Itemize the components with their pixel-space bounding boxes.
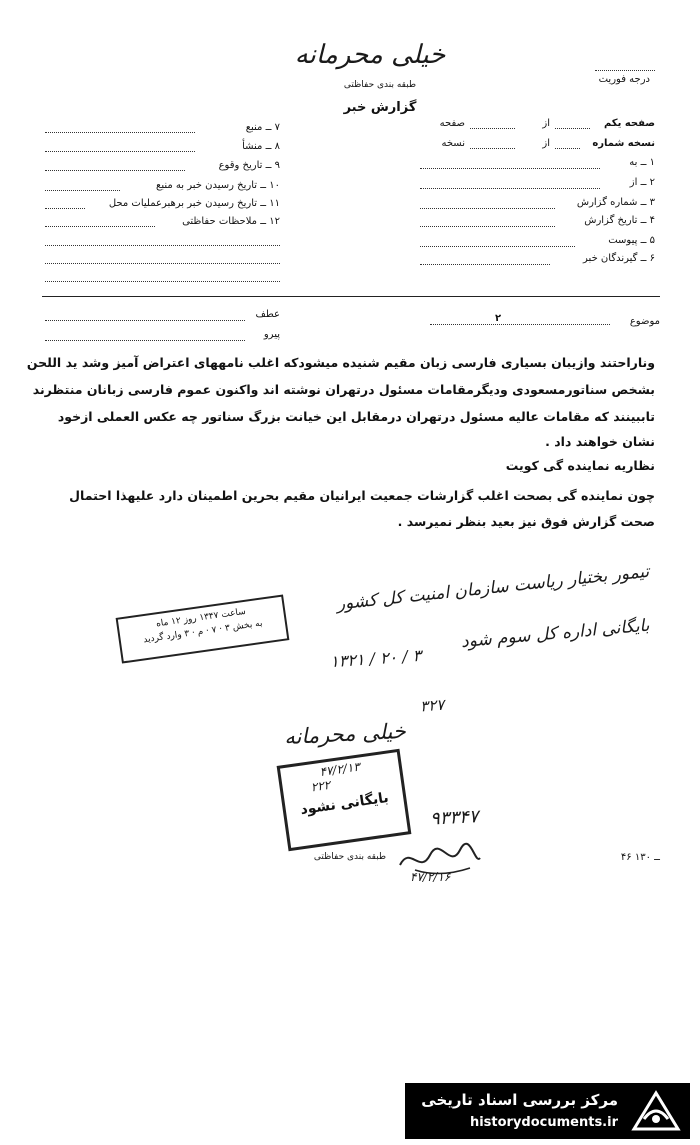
urgency-label: درجه فوریت: [598, 74, 650, 85]
archive-logo-icon: [630, 1089, 682, 1133]
archive-stamp-text: بایگانی نشود: [299, 789, 390, 819]
header-separator: [42, 296, 660, 297]
page-label: صفحه یکم: [603, 118, 655, 129]
received-source-label: ۱۰ ــ تاریخ رسیدن خبر به منبع: [156, 180, 280, 191]
subject-label: موضوع: [629, 316, 660, 327]
body-line-4: نشان خواهند داد .: [545, 434, 655, 449]
receipt-stamp: [116, 594, 290, 663]
from-label-2: از: [542, 138, 550, 149]
received-unit-label: ۱۱ ــ تاریخ رسیدن خبر برهبرعملیات محل: [108, 198, 280, 209]
from-label-1: از: [542, 118, 550, 129]
classification-label: طبقه بندی حفاظتی: [343, 80, 417, 90]
archive-stamp-date: ۴۷/۲/۱۳: [318, 759, 361, 780]
reference-label: عطف: [255, 309, 280, 320]
archive-stamp-number: ۲۲۲: [309, 777, 332, 795]
report-number-label: ۳ ــ شماره گزارش: [576, 197, 655, 208]
date-numbers: ۱۳۲۱ / ۲۰ / ۳: [329, 645, 422, 672]
footer-website[interactable]: historydocuments.ir: [469, 1115, 618, 1130]
body-line-3: تاببینند که مقامات عالیه مسئول درتهران درمقابل این خیانت بزرگ سناتور چه عکس العملی ازخود: [57, 409, 655, 424]
received-source-field[interactable]: [45, 190, 120, 191]
recipients-label: ۶ ــ گیرندگان خبر: [583, 253, 655, 264]
copy-total-field[interactable]: [470, 148, 515, 149]
copy-unit: نسخه: [441, 138, 465, 149]
footer-org-name: مرکز بررسی اسناد تاریخی: [421, 1091, 618, 1109]
recipients-field[interactable]: [420, 264, 550, 265]
report-title: گزارش خبر: [343, 100, 417, 115]
handwritten-note-line-1: تیمور بختیار ریاست سازمان امنیت کل کشور: [335, 561, 651, 615]
form-number: ۴۶ ــ ۱۳۰: [620, 852, 660, 863]
classification-handwritten: خیلی محرمانه: [294, 40, 446, 70]
report-date-label: ۴ ــ تاریخ گزارش: [584, 215, 655, 226]
source-field[interactable]: [45, 132, 195, 133]
file-number: ۹۳۳۴۷: [429, 806, 479, 830]
attachment-label: ۵ ــ پیوست: [608, 235, 655, 246]
extra-line-2: [45, 263, 280, 264]
to-label: ۱ ــ به: [629, 157, 655, 168]
receipt-stamp-line-1: ساعت ۱۳۴۷ روز ۱۲ ماه: [155, 606, 247, 630]
receipt-stamp-line-2: به بخش ۳ · ۷ · م · ۳ وارد گردید: [142, 618, 264, 646]
source-label: ۷ ــ منبع: [245, 122, 280, 133]
security-notes-field[interactable]: [45, 226, 155, 227]
subject-field[interactable]: [430, 324, 610, 325]
body-line-5: نظاریه نماینده گی کویت: [505, 458, 655, 473]
body-line-6: چون نماینده گی بصحت اغلب گزارشات جمعیت ایرانیان مقیم بحرین اطمینان دارد علیهذا احتمال: [69, 488, 655, 503]
report-number-field[interactable]: [420, 208, 555, 209]
body-line-7: صحت گزارش فوق نیز بعید بنظر نمیرسد .: [397, 514, 655, 529]
origin-label: ۸ ــ منشأ: [242, 141, 280, 152]
received-unit-field[interactable]: [45, 208, 85, 209]
body-line-2: بشخص سناتورمسعودی ودیگرمقامات مسئول درتهران نوشته اند واکنون عموم فارسی زبانان منتظرند: [32, 382, 655, 397]
urgency-field[interactable]: [595, 70, 655, 71]
followup-field[interactable]: [45, 340, 245, 341]
from-field[interactable]: [420, 188, 600, 189]
copy-field[interactable]: [555, 148, 580, 149]
attachment-field[interactable]: [420, 246, 575, 247]
bottom-classification-label: طبقه بندی حفاظتی: [313, 852, 387, 862]
page-unit: صفحه: [439, 118, 465, 129]
from-label-3: ۲ ــ از: [629, 177, 655, 188]
archive-stamp: [277, 749, 412, 851]
extra-line-1: [45, 245, 280, 246]
extra-line-3: [45, 281, 280, 282]
to-field[interactable]: [420, 168, 600, 169]
reference-field[interactable]: [45, 320, 245, 321]
security-notes-label: ۱۲ ــ ملاحظات حفاظتی: [182, 216, 280, 227]
report-date-field[interactable]: [420, 226, 555, 227]
footer-banner: [405, 1083, 690, 1139]
copy-label: نسخه شماره: [592, 138, 655, 149]
note-number: ۳۲۷: [419, 695, 445, 716]
subject-number: ۲: [495, 313, 502, 324]
page-total-field[interactable]: [470, 128, 515, 129]
handwritten-classification-2: خیلی محرمانه: [283, 718, 407, 750]
page-field[interactable]: [555, 128, 590, 129]
followup-label: پیرو: [263, 329, 280, 340]
signature-date: ۴۷/۲/۱۶: [410, 870, 451, 884]
event-date-label: ۹ ــ تاریخ وقوع: [218, 160, 280, 171]
body-line-1: وناراحتند وازیبان بسیاری فارسی زبان مقیم شنیده میشودکه اغلب نامههای اعتراض آمیز وشد ید اللحن: [26, 355, 655, 370]
event-date-field[interactable]: [45, 170, 185, 171]
origin-field[interactable]: [45, 151, 195, 152]
handwritten-note-line-2: بایگانی اداره کل سوم شود: [460, 615, 651, 653]
